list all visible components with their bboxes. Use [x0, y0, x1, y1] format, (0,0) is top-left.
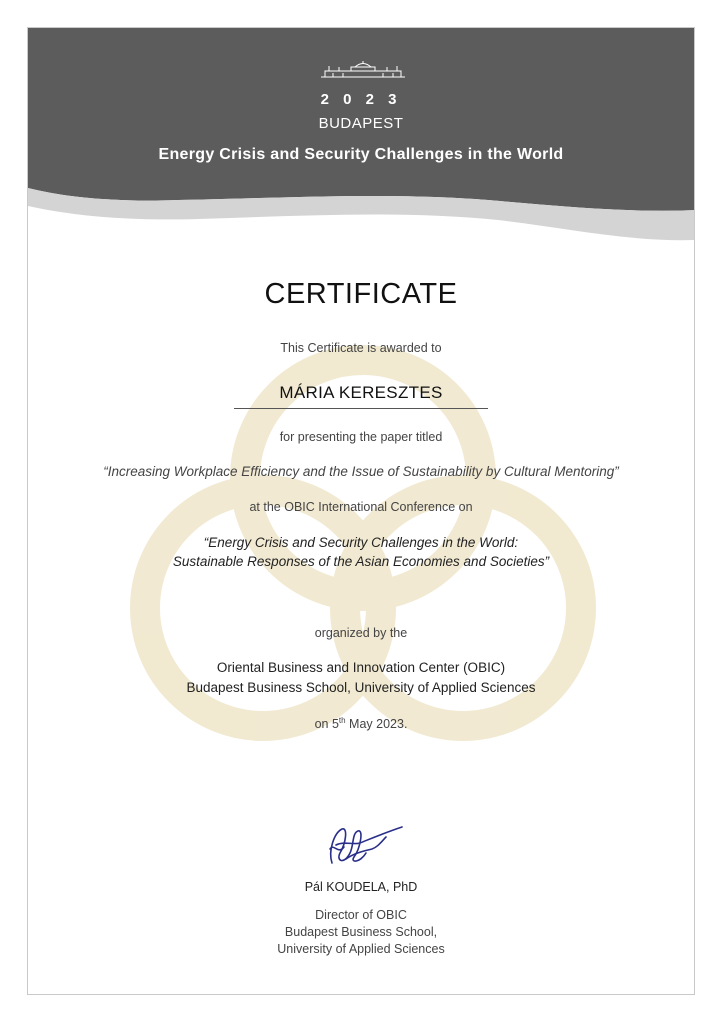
signatory-name: Pál KOUDELA, PhD [304, 880, 418, 894]
signatory-role-line3: University of Applied Sciences [277, 942, 445, 956]
handwritten-signature-icon [324, 823, 406, 869]
signatory-role-line1: Director of OBIC [315, 908, 407, 922]
paper-title: “Increasing Workplace Efficiency and the Issue of Sustainability by Cultural Mentoring” [103, 464, 619, 479]
organizer-line2: Budapest Business School, University of Applied Sciences [186, 680, 536, 695]
certificate-title: CERTIFICATE [264, 278, 458, 310]
header-year: 2 0 2 3 [320, 91, 402, 108]
conference-intro: at the OBIC International Conference on [249, 500, 473, 514]
certificate-frame [27, 27, 695, 995]
recipient-name: MÁRIA KERESZTES [279, 383, 443, 402]
parliament-building-icon [321, 61, 405, 79]
date-ordinal: th [338, 716, 346, 725]
conference-title-line1: “Energy Crisis and Security Challenges in the World: [203, 535, 519, 550]
event-date [28, 716, 694, 731]
date-prefix: on 5 [314, 717, 339, 732]
signatory-role-line2: Budapest Business School, [284, 925, 438, 939]
conference-title-line2: Sustainable Responses of the Asian Economies and Societies” [172, 554, 550, 569]
header-city: BUDAPEST [318, 115, 404, 132]
awarded-line: This Certificate is awarded to [280, 341, 442, 355]
organizer-line1: Oriental Business and Innovation Center (OBIC) [216, 660, 506, 675]
presenting-line: for presenting the paper titled [279, 430, 443, 444]
date-suffix: May 2023. [345, 717, 408, 732]
organized-by-line: organized by the [314, 626, 408, 640]
recipient-underline [234, 408, 488, 409]
header-conference-title: Energy Crisis and Security Challenges in the World [158, 146, 564, 163]
